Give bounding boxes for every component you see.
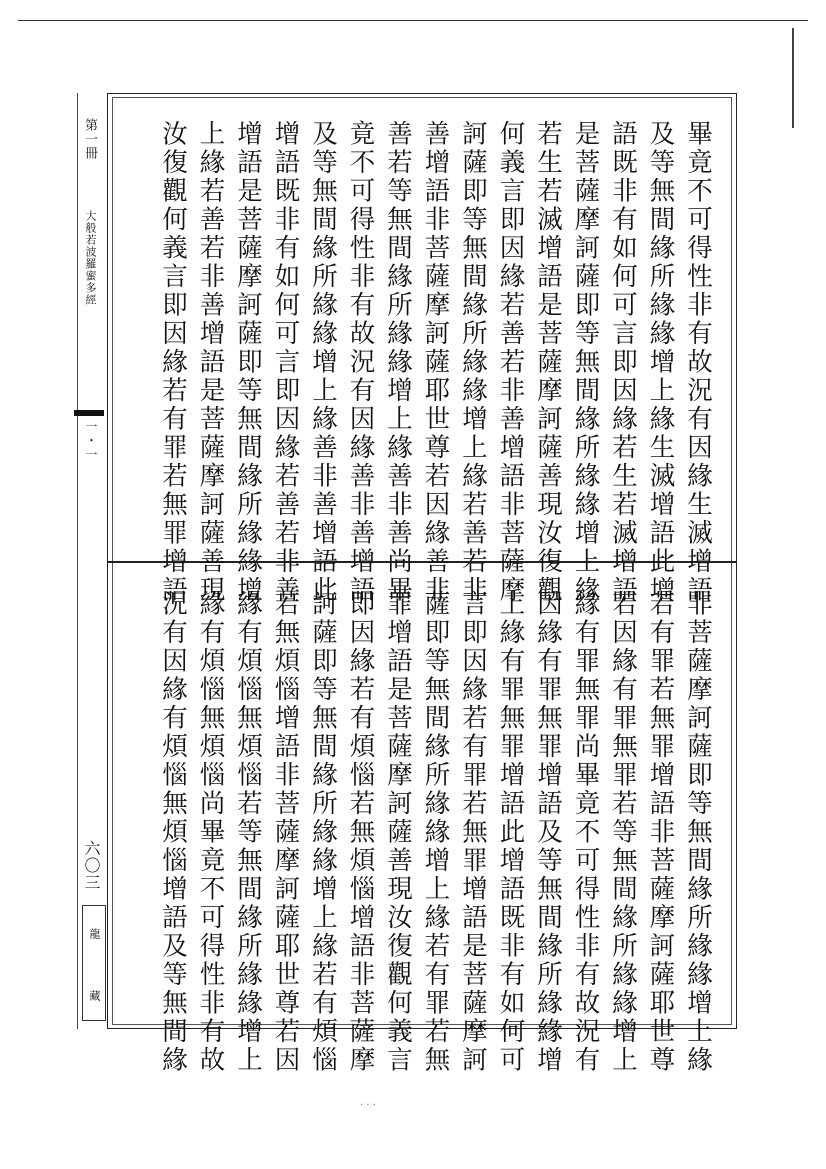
text-column: 語既非有如何可言即因緣若生若滅增語 <box>608 120 638 605</box>
text-column: 及等無間緣所緣緣增上緣生滅增語此增 <box>645 120 676 605</box>
edition-stamp-top: 龍 <box>88 928 101 939</box>
text-column: 緣有罪無罪尚畢竟不可得性非有故況有 <box>570 590 601 1075</box>
sutra-title: 大般若波羅蜜多經 <box>84 210 97 306</box>
text-column: 況有因緣有煩惱無煩惱增語及等無間緣 <box>158 590 188 1075</box>
text-column: 罪增語是菩薩摩訶薩善現汝復觀何義言 <box>383 590 413 1075</box>
margin-marker-bar <box>74 410 104 416</box>
text-column: 汝復觀何義言即因緣若有罪若無罪增語 <box>158 120 188 605</box>
text-column: 是菩薩摩訶薩即等無間緣所緣緣增上緣 <box>570 120 601 605</box>
volume-label: 第一冊 <box>82 118 97 160</box>
text-column: 非菩薩摩訶薩即等無間緣所緣緣增上緣 <box>683 590 713 1075</box>
text-column: 若無煩惱增語非菩薩摩訶薩耶世尊若因 <box>270 590 301 1075</box>
page-number: 六〇三 <box>82 840 101 891</box>
text-column: 竟不可得性非有故況有因緣善非善增語 <box>345 120 376 605</box>
text-column: 即因緣若有煩惱若無煩惱增語非菩薩摩 <box>345 590 376 1075</box>
text-column: 若因緣有罪無罪若等無間緣所緣緣增上 <box>608 590 638 1075</box>
text-column: 訶薩即等無間緣所緣緣增上緣若善若非 <box>458 120 488 605</box>
text-column: 及等無間緣所緣緣增上緣善非善增語此 <box>308 120 338 605</box>
text-column: 上緣若善若非善增語是菩薩摩訶薩善現 <box>195 120 226 605</box>
text-column: 善增語非菩薩摩訶薩耶世尊若因緣善非 <box>420 120 451 605</box>
text-column: 善若等無間緣所緣緣增上緣善非善尚畢 <box>383 120 413 605</box>
page-edge-mark <box>792 28 794 128</box>
text-column: 緣有煩惱無煩惱若等無間緣所緣緣增上 <box>233 590 263 1075</box>
edition-stamp-bottom: 藏 <box>88 990 101 1001</box>
text-column: 若有罪若無罪增語非菩薩摩訶薩耶世尊 <box>645 590 676 1075</box>
text-column: 增語是菩薩摩訶薩即等無間緣所緣緣增 <box>233 120 263 605</box>
text-column: 訶薩即等無間緣所緣緣增上緣若有煩惱 <box>308 590 338 1075</box>
top-rule <box>18 20 808 21</box>
text-column: 若生若滅增語是菩薩摩訶薩善現汝復觀 <box>533 120 563 605</box>
text-column: 畢竟不可得性非有故況有因緣生滅增語 <box>683 120 713 605</box>
text-column: 何義言即因緣若善若非善增語非菩薩摩 <box>495 120 526 605</box>
scan-artifact: · · · <box>360 1100 376 1111</box>
leaf-number: 一・一 <box>84 420 98 462</box>
text-column: 薩即等無間緣所緣緣增上緣若有罪若無 <box>420 590 451 1075</box>
text-column: 言即因緣若有罪若無罪增語是菩薩摩訶 <box>458 590 488 1075</box>
text-column: 因緣有罪無罪增語及等無間緣所緣緣增 <box>533 590 563 1075</box>
text-column: 增語既非有如何可言即因緣若善若非善 <box>270 120 301 605</box>
edition-stamp-box <box>82 905 106 1021</box>
text-column: 上緣有罪無罪增語此增語既非有如何可 <box>495 590 526 1075</box>
margin-rule <box>77 93 78 1029</box>
text-column: 緣有煩惱無煩惱尚畢竟不可得性非有故 <box>195 590 226 1075</box>
